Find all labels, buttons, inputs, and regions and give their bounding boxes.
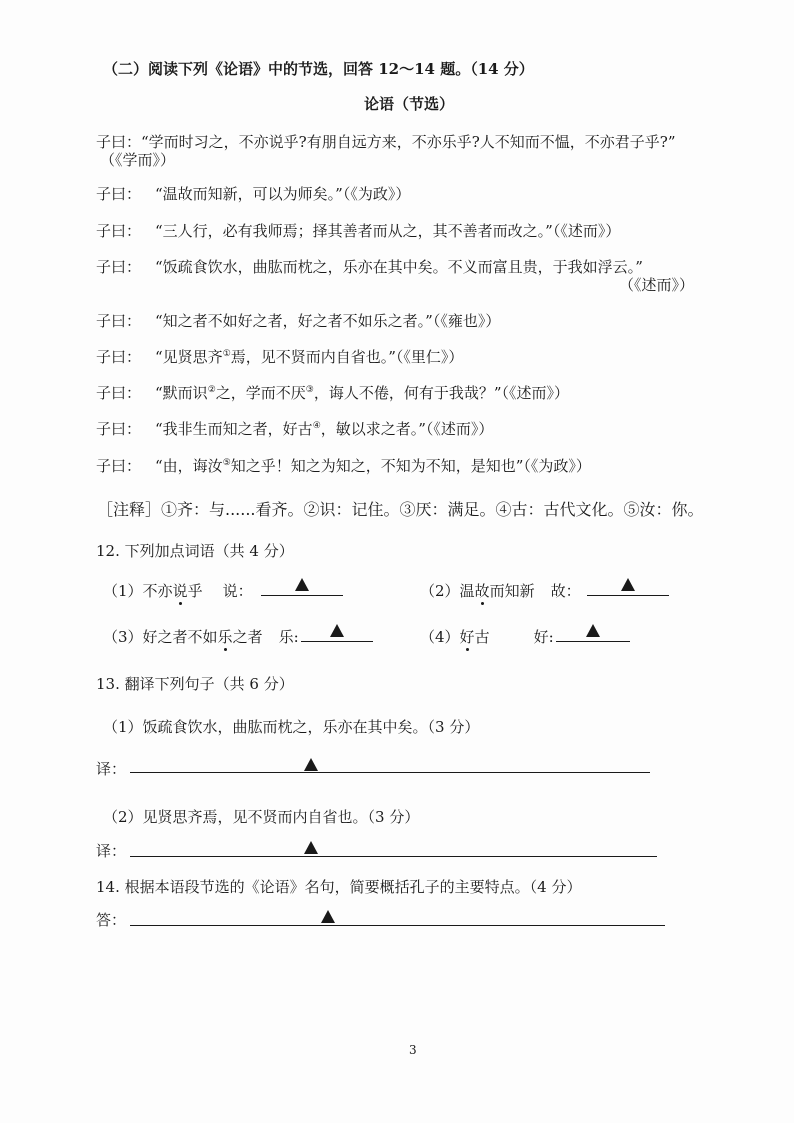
quote-4: [96, 256, 643, 277]
quote-speaker: 子曰：: [96, 348, 142, 366]
item-text: 古: [474, 628, 490, 646]
q12-title: 12. 下列加点词语（共 4 分）: [96, 542, 294, 560]
q12-item-1: [103, 580, 343, 601]
quote-text: 之，学而不厌: [215, 384, 306, 402]
q13-sentence-2: （2）见贤思齐焉，见不贤而内自省也。（3 分）: [103, 808, 420, 826]
quote-text: “三人行，必有我师焉；择其善者而从之，其不善者而改之。”（《述而》）: [155, 222, 621, 240]
footnote-mark: ③: [305, 385, 314, 395]
dotted-char: 故: [474, 582, 490, 600]
q14-title: 14. 根据本语段节选的《论语》名句，简要概括孔子的主要特点。（4 分）: [96, 878, 582, 896]
item-text: （2）温: [420, 582, 475, 600]
quote-3: [96, 220, 620, 241]
quote-text: “默而识: [155, 384, 208, 402]
quote-speaker: 子曰：: [96, 133, 142, 151]
triangle-icon: [586, 624, 600, 637]
item-label: 故：: [550, 582, 581, 600]
quote-speaker: 子曰：: [96, 457, 142, 475]
triangle-icon: [295, 578, 309, 591]
quote-text: ，诲人不倦，何有于我哉？”（《述而》）: [313, 384, 570, 402]
quote-text: 焉，见不贤而内自省也。”（《里仁》）: [230, 348, 464, 366]
answer-label: 译：: [96, 760, 127, 778]
quote-2: [96, 183, 410, 204]
quote-speaker: 子曰：: [96, 384, 142, 402]
quote-text: “见贤思齐: [155, 348, 223, 366]
dotted-char: 说: [172, 582, 188, 600]
item-label: 乐:: [278, 628, 299, 646]
q13-sentence-1: （1）饭疏食饮水，曲肱而枕之，乐亦在其中矣。（3 分）: [103, 718, 480, 736]
quote-text: “饭疏食饮水，曲肱而枕之，乐亦在其中矣。不义而富且贵，于我如浮云。”: [155, 258, 643, 276]
dotted-char: 好: [459, 628, 475, 646]
quote-text: “我非生而知之者，好古: [155, 420, 313, 438]
answer-blank[interactable]: [261, 581, 343, 596]
answer-label: 译：: [96, 842, 127, 860]
answer-blank[interactable]: [556, 627, 630, 642]
quote-text: “由，诲汝: [155, 457, 223, 475]
quote-6: [96, 346, 463, 367]
answer-blank[interactable]: [301, 627, 373, 642]
annotations: ［注释］①齐：与......看齐。②识：记住。③厌：满足。④古：古代文化。⑤汝：你。: [97, 500, 704, 519]
quote-text: ，敏以求之者。”（《述而》）: [320, 420, 494, 438]
q13-title: 13. 翻译下列句子（共 6 分）: [96, 675, 294, 693]
triangle-icon: [321, 910, 335, 923]
triangle-icon: [621, 578, 635, 591]
section-header: （二）阅读下列《论语》中的节选，回答 12～14 题。（14 分）: [103, 60, 534, 78]
item-text: 之者: [232, 628, 263, 646]
quote-speaker: 子曰：: [96, 258, 142, 276]
answer-line[interactable]: [130, 925, 665, 926]
quote-text: “温故而知新，可以为师矣。”（《为政》）: [155, 185, 411, 203]
q12-item-3: [103, 626, 373, 647]
quote-5: [96, 310, 500, 331]
quote-speaker: 子曰：: [96, 222, 142, 240]
quote-text: 知之乎！知之为知之，不知为不知，是知也”（《为政》）: [230, 457, 591, 475]
quote-speaker: 子曰：: [96, 185, 142, 203]
passage-title: 论语（节选）: [364, 95, 455, 113]
item-text: （4）: [420, 628, 460, 646]
quote-1-source: （《学而》）: [100, 151, 176, 169]
answer-line[interactable]: [130, 772, 650, 773]
quote-text: “知之者不如好之者，好之者不如乐之者。”（《雍也》）: [155, 312, 501, 330]
footnote-mark: ①: [222, 349, 231, 359]
footnote-mark: ④: [312, 421, 321, 431]
q12-item-2: [420, 580, 669, 601]
item-label: 说：: [222, 582, 253, 600]
quote-9: [96, 455, 591, 476]
item-text: 而知新: [489, 582, 535, 600]
answer-label: 答：: [96, 911, 127, 929]
quote-speaker: 子曰：: [96, 420, 142, 438]
item-text: （3）好之者不如: [103, 628, 218, 646]
triangle-icon: [304, 758, 318, 771]
page-number: 3: [409, 1043, 417, 1057]
triangle-icon: [330, 624, 344, 637]
footnote-mark: ②: [207, 385, 216, 395]
triangle-icon: [304, 841, 318, 854]
dotted-char: 乐: [217, 628, 233, 646]
quote-1: [96, 131, 675, 152]
quote-4-source: （《述而》）: [619, 276, 695, 294]
footnote-mark: ⑤: [222, 458, 231, 468]
answer-line[interactable]: [130, 856, 657, 857]
item-label: 好:: [533, 628, 554, 646]
q12-item-4: [420, 626, 630, 647]
quote-text: “学而时习之，不亦说乎?有朋自远方来，不亦乐乎?人不知而不愠，不亦君子乎?”: [141, 133, 676, 151]
item-text: 乎: [187, 582, 203, 600]
item-text: （1）不亦: [103, 582, 173, 600]
quote-7: [96, 382, 569, 403]
quote-speaker: 子曰：: [96, 312, 142, 330]
answer-blank[interactable]: [587, 581, 669, 596]
quote-8: [96, 418, 493, 439]
